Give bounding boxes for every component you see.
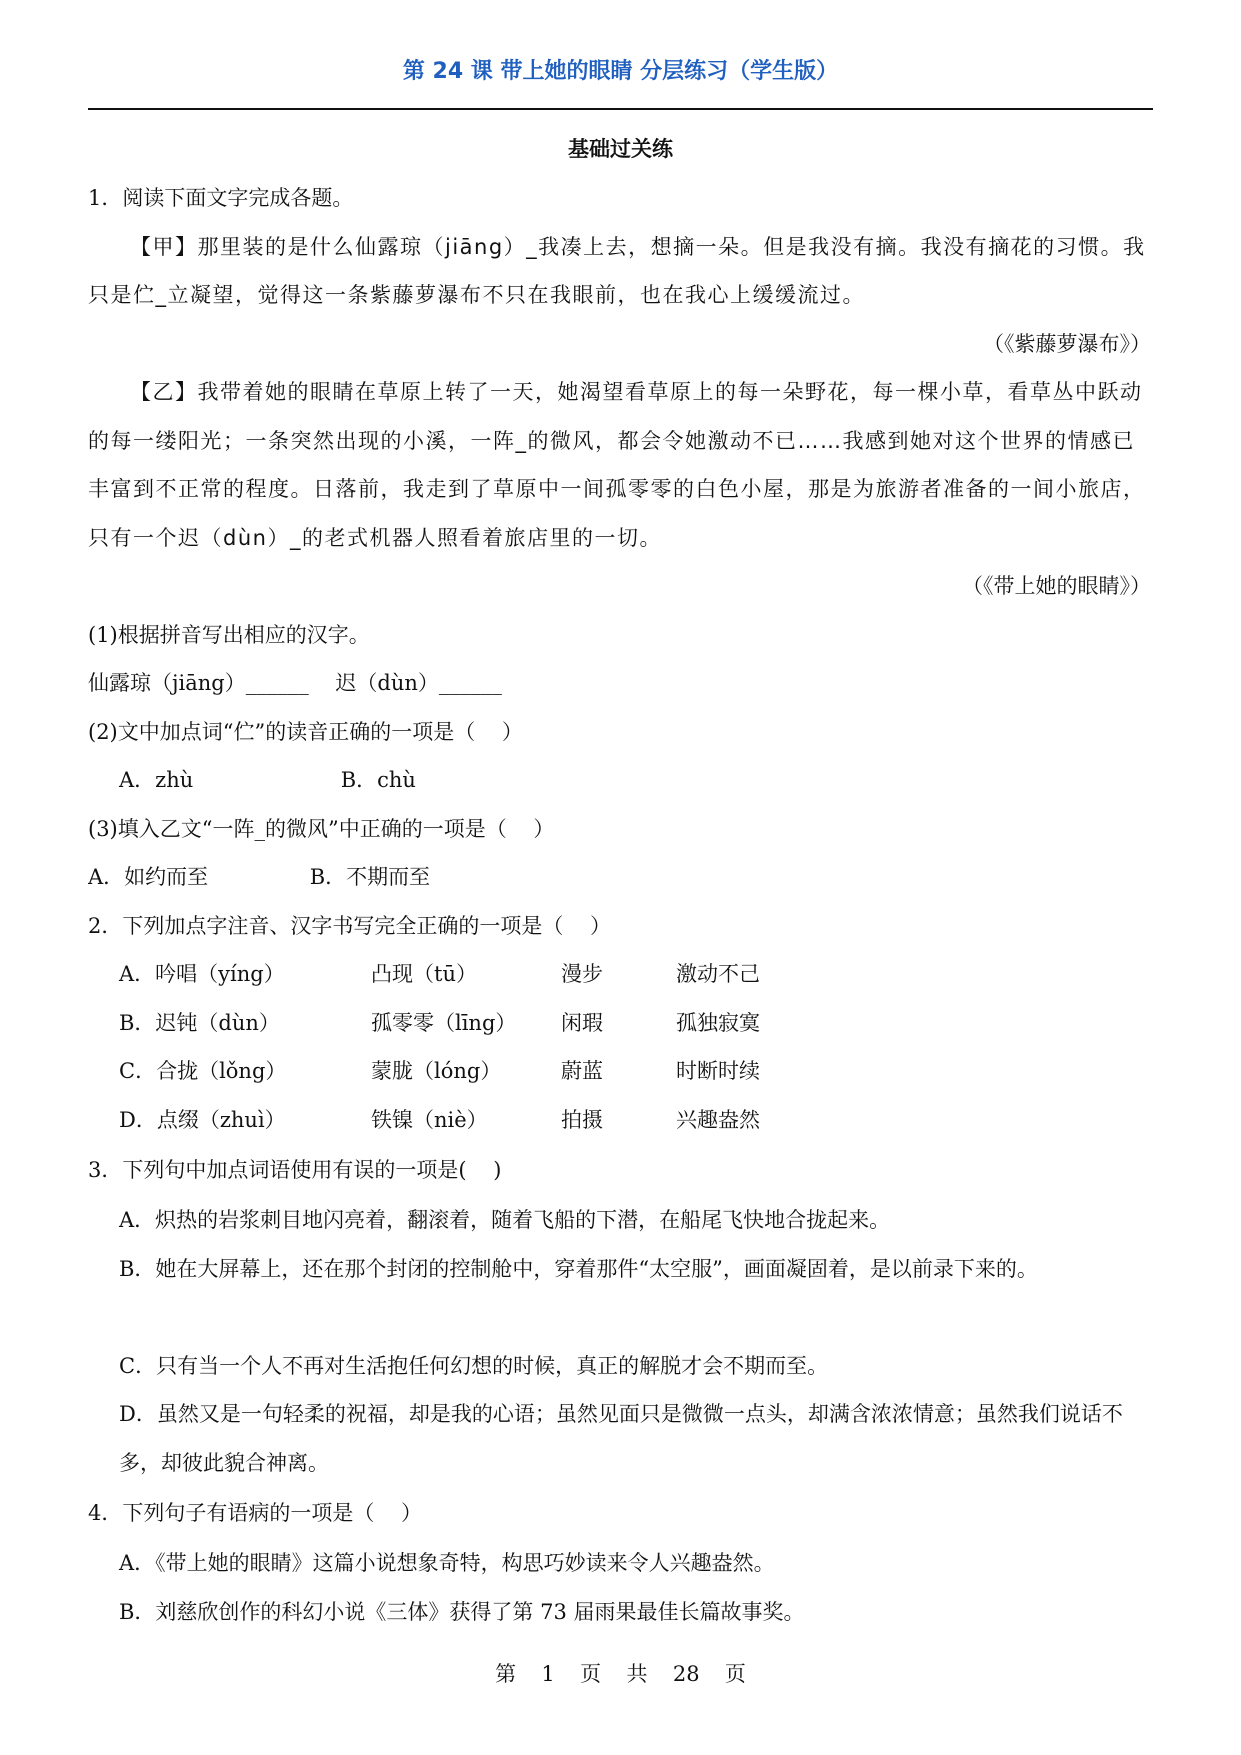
- q2-option-cell: 兴趣盎然: [676, 1107, 760, 1132]
- q1-sub2-option-a: A．zhù: [119, 768, 194, 792]
- q2-option-cell: 时断时续: [676, 1059, 760, 1083]
- q4-option-b: B．刘慈欣创作的科幻小说《三体》获得了第 73 届雨果最佳长篇故事奖。: [119, 1599, 805, 1624]
- q1-sub1-blanks: 仙露琼（jiāng）______ 迟（dùn）______: [88, 671, 502, 695]
- q2-option-cell: B．迟钝（dùn）: [119, 1010, 280, 1035]
- q2-option-cell: D．点缀（zhuì）: [119, 1107, 286, 1132]
- q2-option-cell: 孤独寂寞: [676, 1010, 760, 1035]
- q3-option-a: A．炽热的岩浆刺目地闪亮着，翻滚着，随着飞船的下潜，在船尾飞快地合拢起来。: [119, 1208, 891, 1232]
- q2-option-cell: A．吟唱（yíng）: [119, 962, 285, 986]
- q2-option-cell: 蒙胧（lóng）: [371, 1059, 502, 1083]
- questions-body: [88, 174, 1151, 1636]
- q2-option-cell: 漫步: [561, 962, 603, 986]
- q2-option-cell: 凸现（tū）: [371, 962, 477, 986]
- header-rule: [88, 108, 1153, 110]
- q1-passage-a: 【甲】那里装的是什么仙露琼（jiāng）_我凑上去，想摘一朵。但是我没有摘。我没有摘花的习惯。我只是伫_立凝望，觉得这一条紫藤萝瀑布不只在我眼前，也在我心上缓缓流过。: [88, 234, 1146, 307]
- q2-option-row: [88, 999, 1151, 1048]
- q2-option-cell: 铁镍（niè）: [371, 1107, 488, 1132]
- q1-source-b: （《带上她的眼睛》）: [962, 574, 1151, 598]
- page-number-footer: 第 1 页 共 28 页: [495, 1662, 746, 1686]
- q2-option-cell: 蔚蓝: [561, 1059, 603, 1083]
- q2-option-row: [88, 950, 1151, 999]
- q2-option-cell: C．合拢（lǒng）: [119, 1059, 287, 1083]
- q2-stem: 2．下列加点字注音、汉字书写完全正确的一项是（ ）: [88, 913, 612, 938]
- q2-option-cell: 闲瑕: [561, 1010, 603, 1035]
- q1-sub2-options: [88, 756, 1151, 805]
- q1-sub2-option-b: B．chù: [340, 768, 416, 792]
- q1-source-a: （《紫藤萝瀑布》）: [983, 331, 1151, 356]
- q1-sub3-option-b: B．不期而至: [309, 865, 431, 889]
- q2-option-cell: 拍摄: [561, 1107, 603, 1132]
- q4-option-a: A．《带上她的眼睛》这篇小说想象奇特，构思巧妙读来令人兴趣盎然。: [119, 1551, 775, 1575]
- section-title: 基础过关练: [568, 137, 673, 161]
- q3-option-c: C．只有当一个人不再对生活抱任何幻想的时候，真正的解脱才会不期而至。: [119, 1353, 829, 1378]
- document-title: 第 24 课 带上她的眼睛 分层练习（学生版）: [402, 59, 839, 84]
- q1-passage-b: 【乙】我带着她的眼睛在草原上转了一天，她渴望看草原上的每一朵野花，每一棵小草，看草丛中跃动的每一缕阳光；一条突然出现的小溪，一阵_的微风，都会令她激动不已……我感到她对这个世界的情感已丰富到不正常的程度。日落前，我走到了草原中一间孤零零的白色小屋，那是为旅游者准备的一间小旅店，只有一个迟（dùn）_的老式机器人照看着旅店里的一切。: [88, 380, 1146, 550]
- q4-stem: 4．下列句子有语病的一项是（ ）: [88, 1501, 423, 1525]
- q3-stem: 3．下列句中加点词语使用有误的一项是( ): [88, 1158, 502, 1182]
- q1-sub3: (3)填入乙文“一阵_的微风”中正确的一项是（ ）: [88, 816, 555, 841]
- q2-option-cell: 激动不己: [676, 962, 760, 986]
- q1-sub2: (2)文中加点词“伫”的读音正确的一项是（ ）: [88, 719, 523, 744]
- q1-sub1: (1)根据拼音写出相应的汉字。: [88, 622, 370, 647]
- q2-option-row: [88, 1047, 1151, 1096]
- q2-option-row: [88, 1096, 1151, 1145]
- q1-sub3-options: [88, 853, 1151, 902]
- q3-option-d: D．虽然又是一句轻柔的祝福，却是我的心语；虽然见面只是微微一点头，却满含浓浓情意；虽然我们说话不多，却彼此貌合神离。: [119, 1402, 1123, 1475]
- q1-stem: 1．阅读下面文字完成各题。: [88, 186, 354, 210]
- q1-sub3-option-a: A．如约而至: [88, 865, 209, 889]
- q2-option-cell: 孤零零（līng）: [371, 1010, 517, 1035]
- q3-option-b: B．她在大屏幕上，还在那个封闭的控制舱中，穿着那件“太空服”，画面凝固着，是以前录下来的。: [119, 1256, 1038, 1281]
